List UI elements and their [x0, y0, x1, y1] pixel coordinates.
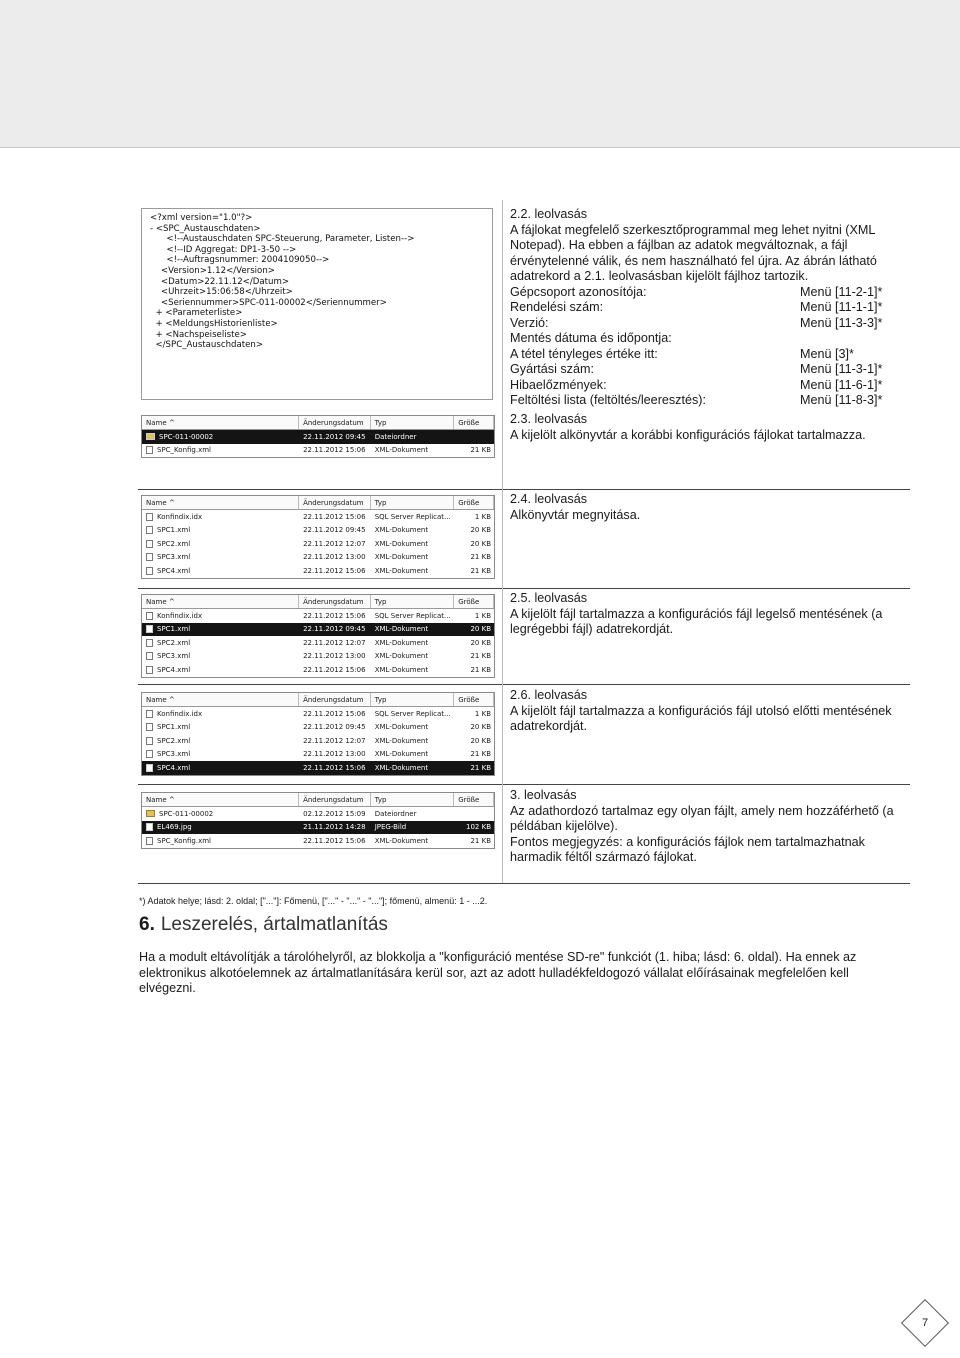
parameter-row	[510, 347, 905, 363]
file-type: JPEG-Bild	[374, 823, 407, 832]
xml-file-icon	[146, 666, 153, 674]
column-header-row	[142, 595, 494, 609]
file-name-text: SPC2.xml	[157, 638, 191, 647]
file-type: XML-Dokument	[374, 446, 429, 455]
idx-file-icon	[146, 612, 153, 620]
file-name	[142, 750, 299, 758]
jpg-file-icon	[146, 823, 153, 831]
file-date: 02.12.2012 15:09	[303, 809, 366, 818]
xml-file-icon	[146, 837, 153, 845]
xml-line: <Version>1.12</Version>	[150, 265, 275, 276]
file-name-text: SPC_Konfig.xml	[157, 446, 211, 455]
file-type: XML-Dokument	[374, 736, 429, 745]
header-size[interactable]: Größe	[454, 496, 494, 509]
file-size: 102 KB	[466, 823, 491, 832]
file-name	[142, 526, 299, 534]
column-separator	[502, 200, 503, 883]
parameter-label: Rendelési szám:	[510, 300, 604, 314]
file-size: 21 KB	[470, 652, 491, 661]
file-name	[142, 666, 299, 674]
file-type: XML-Dokument	[374, 665, 429, 674]
idx-file-icon	[146, 710, 153, 718]
file-date: 22.11.2012 09:45	[303, 723, 366, 732]
file-name-text: SPC1.xml	[157, 625, 191, 634]
column-header-row	[142, 793, 494, 807]
block-text: A kijelölt fájl tartalmazza a konfigurációs fájl utolsó előtti mentésének adatrekordját.	[510, 703, 892, 733]
xml-line: <!--ID Aggregat: DP1-3-50 -->	[150, 244, 297, 255]
xml-line: <!--Auftragsnummer: 2004109050-->	[150, 255, 330, 266]
parameter-label: A tétel tényleges értéke itt:	[510, 346, 658, 361]
file-row[interactable]	[142, 650, 494, 664]
file-name-text: SPC1.xml	[157, 723, 191, 732]
file-type: XML-Dokument	[374, 526, 429, 535]
file-row[interactable]	[142, 663, 494, 677]
parameter-label: Hibaelőzmények:	[510, 377, 607, 392]
block-note: Fontos megjegyzés: a konfigurációs fájlok nem tartalmazhatnak harmadik féltől származó fájlokat.	[510, 834, 865, 864]
xml-file-icon	[146, 764, 153, 772]
top-band	[0, 0, 960, 148]
file-name-text: SPC-011-00002	[159, 809, 214, 818]
file-row[interactable]	[142, 444, 494, 458]
file-date: 21.11.2012 14:28	[303, 823, 366, 832]
block-text: Az adathordozó tartalmaz egy olyan fájlt, amely nem hozzáférhető (a példában kijelölve).	[510, 803, 894, 833]
file-name	[142, 553, 299, 561]
xml-file-icon	[146, 737, 153, 745]
file-row[interactable]	[142, 761, 494, 775]
file-date: 22.11.2012 15:06	[303, 611, 366, 620]
parameter-row	[510, 393, 905, 409]
file-date: 22.11.2012 15:06	[303, 665, 366, 674]
file-size: 21 KB	[470, 763, 491, 772]
block-text: A kijelölt fájl tartalmazza a konfigurációs fájl legelső mentésének (a legrégebbi fájl) adatrekordját.	[510, 606, 883, 636]
xml-line: <Seriennummer>SPC-011-00002</Seriennummer>	[150, 297, 387, 308]
file-row[interactable]	[142, 430, 494, 444]
parameter-label: Feltöltési lista (feltöltés/leeresztés):	[510, 393, 706, 407]
row-separator	[138, 883, 910, 884]
file-date: 22.11.2012 09:45	[303, 432, 366, 441]
header-name[interactable]: Name ^	[142, 496, 299, 509]
file-date: 22.11.2012 12:07	[303, 539, 366, 548]
file-name-text: Konfindix.idx	[157, 512, 203, 521]
parameter-row	[510, 316, 905, 332]
section-heading	[139, 914, 388, 936]
file-explorer-main	[141, 415, 495, 458]
file-name-text: SPC3.xml	[157, 652, 191, 661]
file-name	[142, 737, 299, 745]
parameter-menu-ref: Menü [11-1-1]*	[800, 300, 883, 314]
xml-line: <!--Austauschdaten SPC-Steuerung, Parameter, Listen-->	[150, 234, 415, 245]
file-name	[142, 723, 299, 731]
file-date: 22.11.2012 13:00	[303, 750, 366, 759]
file-row[interactable]	[142, 636, 494, 650]
page-number: 7	[921, 1317, 929, 1329]
file-size: 20 KB	[470, 736, 491, 745]
file-row[interactable]	[142, 707, 494, 721]
file-date: 22.11.2012 09:45	[303, 526, 366, 535]
file-size: 21 KB	[470, 566, 491, 575]
parameter-row	[510, 285, 905, 301]
header-date[interactable]: Änderungsdatum	[299, 496, 371, 509]
block-2-4	[510, 492, 905, 523]
folder-icon	[146, 433, 155, 440]
file-type: SQL Server Replicat...	[374, 709, 451, 718]
header-date[interactable]: Änderungsdatum	[299, 416, 371, 429]
file-row[interactable]	[142, 748, 494, 762]
file-name	[142, 837, 299, 845]
file-date: 22.11.2012 15:06	[303, 446, 366, 455]
file-name-text: SPC_Konfig.xml	[157, 836, 211, 845]
block-heading: 2.4. leolvasás	[510, 492, 588, 506]
file-type: Dateiordner	[374, 432, 417, 441]
xml-file-icon	[146, 625, 153, 633]
header-date[interactable]: Änderungsdatum	[299, 793, 371, 806]
block-2-3	[510, 412, 905, 443]
row-separator	[138, 588, 910, 589]
block-heading: 2.6. leolvasás	[510, 688, 588, 702]
parameter-menu-ref: Menü [3]*	[800, 346, 854, 361]
file-date: 22.11.2012 12:07	[303, 638, 366, 647]
file-type: XML-Dokument	[374, 836, 429, 845]
xml-line: <?xml version="1.0"?>	[150, 213, 253, 223]
header-date[interactable]: Änderungsdatum	[299, 595, 371, 608]
file-date: 22.11.2012 15:06	[303, 836, 366, 845]
file-type: XML-Dokument	[374, 539, 429, 548]
file-size: 20 KB	[470, 638, 491, 647]
file-size: 1 KB	[474, 709, 491, 718]
file-name-text: EL469.jpg	[157, 823, 192, 832]
xml-file-icon	[146, 750, 153, 758]
header-name[interactable]: Name ^	[142, 595, 299, 608]
file-name	[142, 612, 299, 620]
file-row[interactable]	[142, 721, 494, 735]
block-text: A fájlokat megfelelő szerkesztőprogrammal meg lehet nyitni (XML Notepad). Ha ebben a fájlban az adatok megváltoznak, a fájl érvénytelenné válik, és nem használható fel újra. Az ábrán látható adatrekord a 2.1. leolvasásban kijelölt fájlhoz tartozik.	[510, 222, 877, 283]
header-type[interactable]: Typ	[371, 595, 455, 608]
file-type: SQL Server Replicat...	[374, 611, 451, 620]
block-3	[510, 788, 905, 866]
file-date: 22.11.2012 09:45	[303, 625, 366, 634]
xml-line: <Uhrzeit>15:06:58</Uhrzeit>	[150, 287, 293, 298]
header-size[interactable]: Größe	[454, 416, 494, 429]
parameter-label: Gyártási szám:	[510, 362, 594, 376]
file-explorer-first-save	[141, 594, 495, 678]
block-heading: 2.3. leolvasás	[510, 412, 588, 426]
file-date: 22.11.2012 15:06	[303, 709, 366, 718]
file-size: 21 KB	[470, 446, 491, 455]
column-header-row	[142, 496, 494, 510]
file-date: 22.11.2012 15:06	[303, 763, 366, 772]
file-type: XML-Dokument	[374, 553, 429, 562]
file-row[interactable]	[142, 524, 494, 538]
file-name	[142, 810, 299, 818]
file-size: 21 KB	[470, 750, 491, 759]
file-name-text: SPC2.xml	[157, 539, 191, 548]
xml-file-icon	[146, 639, 153, 647]
header-type[interactable]: Typ	[371, 496, 455, 509]
parameter-row	[510, 331, 905, 347]
file-type: XML-Dokument	[374, 723, 429, 732]
parameter-menu-ref: Menü [11-3-3]*	[800, 315, 883, 330]
file-name	[142, 710, 299, 718]
row-separator	[138, 784, 910, 785]
header-type[interactable]: Typ	[371, 693, 455, 706]
header-name[interactable]: Name ^	[142, 693, 299, 706]
file-type: XML-Dokument	[374, 625, 429, 634]
xml-line: + <MeldungsHistorienliste>	[150, 318, 278, 329]
block-text: Alkönyvtár megnyitása.	[510, 507, 641, 522]
file-date: 22.11.2012 13:00	[303, 553, 366, 562]
file-name-text: SPC4.xml	[157, 665, 191, 674]
file-name	[142, 433, 299, 441]
parameter-menu-ref: Menü [11-8-3]*	[800, 393, 883, 407]
parameter-row	[510, 378, 905, 394]
parameter-label: Gépcsoport azonosítója:	[510, 284, 647, 299]
file-row[interactable]	[142, 734, 494, 748]
section-paragraph: Ha a modult eltávolítják a tárolóhelyről, az blokkolja a "konfiguráció mentése SD-re" funkciót (1. hiba; lásd: 6. oldal). Ha ennek az elektronikus alkotóelemnek az ártalmatlanítására kerül sor, azt az adott hulladékfeldogozó vállalat előírásainak megfelelően kell elvégezni.	[139, 950, 857, 995]
xml-line: + <Nachspeiseliste>	[150, 329, 247, 340]
file-name-text: SPC2.xml	[157, 736, 191, 745]
section-number: 6.	[139, 914, 155, 935]
folder-icon	[146, 810, 155, 817]
file-name	[142, 513, 299, 521]
file-row[interactable]	[142, 564, 494, 578]
header-date[interactable]: Änderungsdatum	[299, 693, 371, 706]
file-name	[142, 823, 299, 831]
file-type: XML-Dokument	[374, 638, 429, 647]
file-name	[142, 639, 299, 647]
file-name-text: SPC-011-00002	[159, 432, 214, 441]
file-explorer-subfolder	[141, 495, 495, 579]
header-name[interactable]: Name ^	[142, 416, 299, 429]
parameter-menu-ref: Menü [11-2-1]*	[800, 284, 883, 299]
block-2-2	[510, 207, 905, 409]
file-name-text: SPC1.xml	[157, 526, 191, 535]
file-size: 20 KB	[470, 723, 491, 732]
row-separator	[138, 489, 910, 490]
file-name	[142, 625, 299, 633]
column-header-row	[142, 693, 494, 707]
file-row[interactable]	[142, 807, 494, 821]
file-size: 20 KB	[470, 539, 491, 548]
parameter-label: Mentés dátuma és időpontja:	[510, 331, 672, 345]
file-date: 22.11.2012 12:07	[303, 736, 366, 745]
header-size[interactable]: Größe	[454, 595, 494, 608]
file-explorer-foreign-file	[141, 792, 495, 849]
file-name-text: Konfindix.idx	[157, 709, 203, 718]
xml-file-icon	[146, 567, 153, 575]
header-type[interactable]: Typ	[371, 416, 455, 429]
xml-file-icon	[146, 723, 153, 731]
xml-file-icon	[146, 540, 153, 548]
file-explorer-second-last-save	[141, 692, 495, 776]
header-name[interactable]: Name ^	[142, 793, 299, 806]
file-name	[142, 567, 299, 575]
block-2-5	[510, 591, 905, 638]
xml-file-icon	[146, 652, 153, 660]
file-name	[142, 540, 299, 548]
file-name-text: SPC3.xml	[157, 750, 191, 759]
parameter-list	[510, 285, 905, 409]
file-size: 1 KB	[474, 512, 491, 521]
block-heading: 3. leolvasás	[510, 788, 577, 802]
file-type: XML-Dokument	[374, 763, 429, 772]
file-size: 20 KB	[470, 526, 491, 535]
xml-line: + <Parameterliste>	[150, 308, 243, 319]
column-header-row	[142, 416, 494, 430]
file-date: 22.11.2012 15:06	[303, 512, 366, 521]
xml-line: - <SPC_Austauschdaten>	[150, 223, 261, 234]
xml-file-icon	[146, 446, 153, 454]
file-row[interactable]	[142, 821, 494, 835]
file-size: 21 KB	[470, 836, 491, 845]
parameter-row	[510, 362, 905, 378]
file-type: XML-Dokument	[374, 750, 429, 759]
parameter-row	[510, 300, 905, 316]
file-date: 22.11.2012 15:06	[303, 566, 366, 575]
file-type: XML-Dokument	[374, 652, 429, 661]
file-name-text: Konfindix.idx	[157, 611, 203, 620]
xml-file-icon	[146, 553, 153, 561]
file-date: 22.11.2012 13:00	[303, 652, 366, 661]
parameter-menu-ref: Menü [11-3-1]*	[800, 362, 883, 376]
xml-file-icon	[146, 526, 153, 534]
file-size: 21 KB	[470, 553, 491, 562]
header-size[interactable]: Größe	[454, 693, 494, 706]
block-heading: 2.5. leolvasás	[510, 591, 588, 605]
xml-line: <Datum>22.11.12</Datum>	[150, 276, 290, 287]
file-name-text: SPC4.xml	[157, 763, 191, 772]
footnote: *) Adatok helye; lásd: 2. oldal; ["..."]: Főmenü, ["..." - "..." - "..."]; főmenü, almenü: 1 - ...2.	[139, 896, 488, 906]
file-size: 20 KB	[470, 625, 491, 634]
file-name-text: SPC4.xml	[157, 566, 191, 575]
xml-line: </SPC_Austauschdaten>	[150, 340, 264, 351]
parameter-label: Verzió:	[510, 315, 549, 330]
file-name	[142, 652, 299, 660]
file-row[interactable]	[142, 609, 494, 623]
block-heading: 2.2. leolvasás	[510, 207, 588, 221]
file-name	[142, 446, 299, 454]
file-row[interactable]	[142, 834, 494, 848]
file-row[interactable]	[142, 510, 494, 524]
file-name	[142, 764, 299, 772]
file-row[interactable]	[142, 537, 494, 551]
file-type: Dateiordner	[374, 809, 417, 818]
xml-notepad-view	[141, 208, 493, 400]
file-row[interactable]	[142, 623, 494, 637]
idx-file-icon	[146, 513, 153, 521]
file-type: XML-Dokument	[374, 566, 429, 575]
header-type[interactable]: Typ	[371, 793, 455, 806]
file-type: SQL Server Replicat...	[374, 512, 451, 521]
section-title: Leszerelés, ártalmatlanítás	[160, 914, 388, 935]
block-text: A kijelölt alkönyvtár a korábbi konfigurációs fájlokat tartalmazza.	[510, 427, 866, 442]
parameter-menu-ref: Menü [11-6-1]*	[800, 377, 883, 392]
row-separator	[138, 684, 910, 685]
file-size: 21 KB	[470, 665, 491, 674]
file-row[interactable]	[142, 551, 494, 565]
block-2-6	[510, 688, 905, 735]
file-name-text: SPC3.xml	[157, 553, 191, 562]
header-size[interactable]: Größe	[454, 793, 494, 806]
file-size: 1 KB	[474, 611, 491, 620]
parameter-menu-ref	[800, 331, 905, 347]
